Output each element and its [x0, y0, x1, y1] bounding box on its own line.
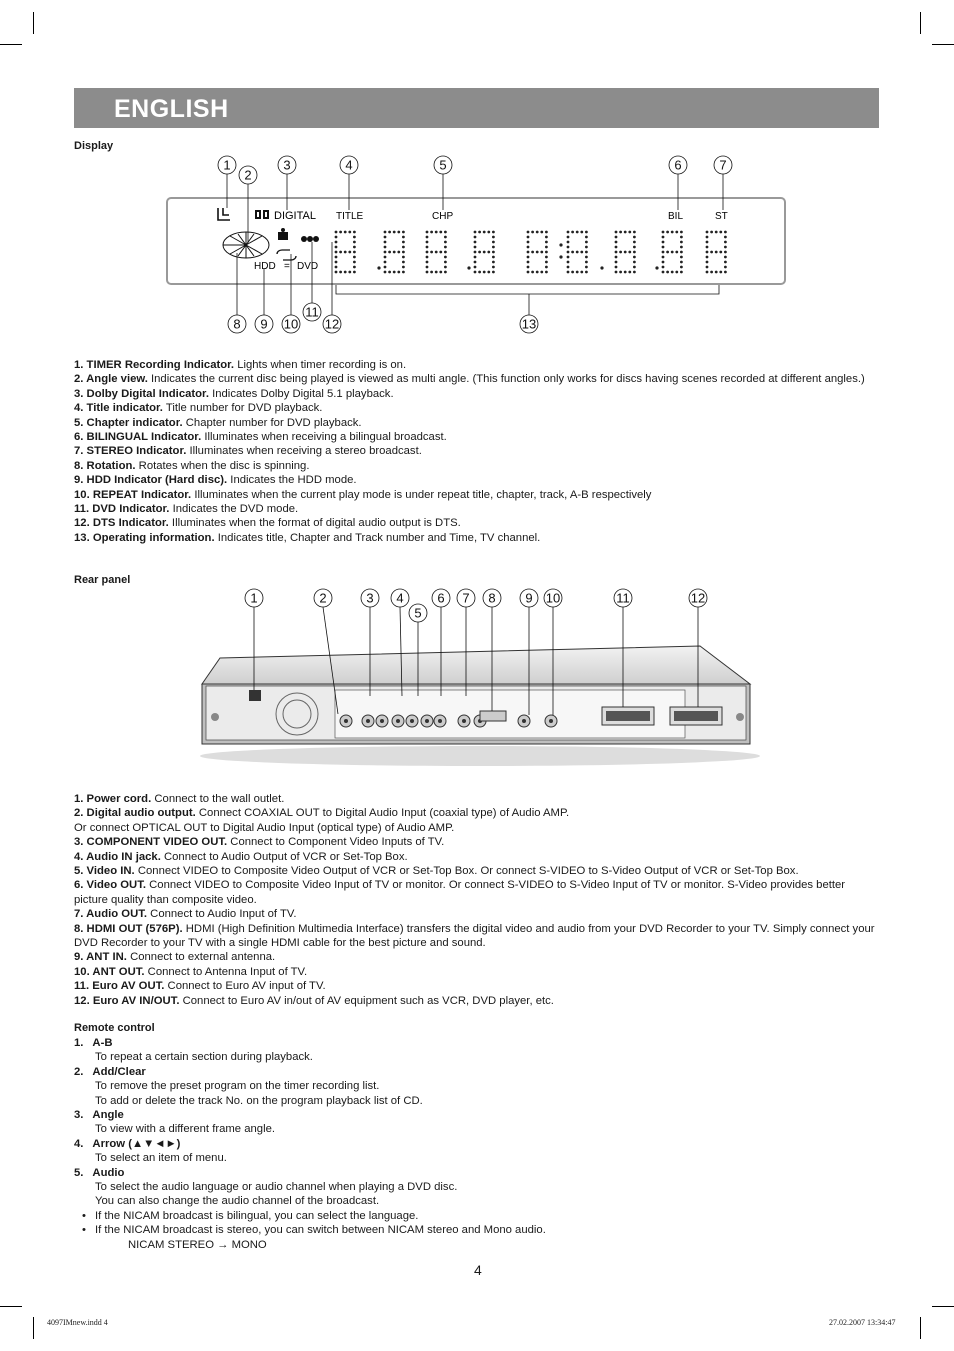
- remote-item-line: To view with a different frame angle.: [95, 1123, 276, 1136]
- remote-bullet: [74, 1209, 882, 1223]
- jack-icon: [421, 715, 433, 727]
- rear-item: [74, 950, 882, 964]
- rear-item: [74, 835, 882, 849]
- rear-panel-diagram: [190, 584, 770, 772]
- remote-item-name: 2. Add/Clear: [74, 1065, 146, 1078]
- crop-mark: [0, 44, 22, 45]
- remote-item-name: 5. Audio: [74, 1166, 125, 1179]
- rear-item-name: 10. ANT OUT.: [74, 965, 145, 978]
- rear-item-desc: Connect VIDEO to Composite Video Input of TV or monitor. Or connect S-VIDEO to S-Video Input of TV or monitor. S-Video provides better picture quality than composite video.: [74, 879, 846, 906]
- remote-control-list: [74, 1036, 882, 1252]
- colon-dot: [559, 243, 562, 246]
- rear-callout-label: 3: [366, 590, 374, 606]
- display-indicator-list: [74, 358, 882, 545]
- rear-item: [74, 806, 882, 820]
- display-item-desc: Rotates when the disc is spinning.: [135, 459, 310, 472]
- rear-item-desc: Connect to Euro AV in/out of AV equipment such as VCR, DVD player, etc.: [179, 994, 554, 1007]
- rear-item-name: 9. ANT IN.: [74, 951, 127, 964]
- remote-item-line: To add or delete the track No. on the program playback list of CD.: [95, 1094, 423, 1107]
- rear-callout-label: 12: [690, 590, 706, 606]
- hdmi-port: [480, 711, 506, 721]
- remote-item-name: 1. A-B: [74, 1037, 113, 1049]
- rear-item: [74, 907, 882, 921]
- jack-icon: [545, 715, 557, 727]
- operating-bracket: [336, 285, 719, 294]
- decimal-dot: [377, 266, 380, 269]
- rear-section-title: Rear panel: [74, 574, 131, 586]
- rear-callout-label: 1: [250, 590, 258, 606]
- decimal-dot: [467, 266, 470, 269]
- colon-dot: [559, 255, 562, 258]
- jack-icon: [518, 715, 530, 727]
- rear-item-desc: Connect to external antenna.: [126, 951, 276, 964]
- remote-final-line: NICAM STEREO → MONO: [128, 1238, 267, 1251]
- dvd-label: DVD: [297, 261, 319, 272]
- display-item-name: 7. STEREO Indicator.: [74, 445, 187, 458]
- crop-mark: [932, 1306, 954, 1307]
- rear-item-name: 8. HDMI OUT (576P).: [74, 922, 183, 935]
- rear-item: [74, 792, 882, 806]
- display-item-desc: Chapter number for DVD playback.: [182, 416, 362, 429]
- remote-item-name: 4. Arrow (▲▼◄►): [74, 1137, 181, 1150]
- display-item-desc: Indicates the current disc being played is viewed as multi angle. (This function only works for discs having scenes recorded at different angles.): [147, 373, 865, 386]
- display-item-desc: Illuminates when receiving a bilingual broadcast.: [201, 431, 447, 444]
- rear-callout-label: 8: [488, 590, 496, 606]
- crop-mark: [920, 1317, 921, 1339]
- display-item: [74, 516, 882, 530]
- bullet-icon: •: [82, 1224, 86, 1237]
- rear-panel-list: [74, 792, 882, 1008]
- rear-item-name: 5. Video IN.: [74, 865, 135, 878]
- remote-item-line: To repeat a certain section during playback.: [95, 1051, 313, 1064]
- rear-item-name: 6. Video OUT.: [74, 879, 146, 892]
- display-item-name: 9. HDD Indicator (Hard disc).: [74, 474, 228, 487]
- page-number: 4: [474, 1262, 482, 1278]
- jack-icon: [362, 715, 374, 727]
- header-title: ENGLISH: [114, 95, 229, 123]
- display-item-desc: Indicates title, Chapter and Track number and Time, TV channel.: [214, 531, 541, 544]
- hdd-dvd-equals: =: [284, 261, 290, 272]
- display-item-name: 3. Dolby Digital Indicator.: [74, 387, 209, 400]
- bullet-icon: •: [82, 1209, 86, 1222]
- decimal-dot: [655, 266, 658, 269]
- display-item-name: 6. BILINGUAL Indicator.: [74, 431, 202, 444]
- scart-in-out: [670, 707, 722, 725]
- jack-icon: [340, 715, 352, 727]
- rear-item-desc: Or connect OPTICAL OUT to Digital Audio Input (optical type) of Audio AMP.: [74, 821, 455, 834]
- rear-item-name: 1. Power cord.: [74, 793, 152, 805]
- rear-item-name: 3. COMPONENT VIDEO OUT.: [74, 836, 228, 849]
- display-item: [74, 502, 882, 516]
- rear-item-desc: Connect to Euro AV input of TV.: [164, 980, 326, 993]
- display-item: [74, 444, 882, 458]
- display-item: [74, 459, 882, 473]
- jack-icon: [392, 715, 404, 727]
- display-callout-label: 5: [439, 157, 447, 173]
- rear-item-desc: Connect to Component Video Inputs of TV.: [227, 836, 445, 849]
- remote-item-name: 3. Angle: [74, 1109, 124, 1122]
- remote-bullet-text: If the NICAM broadcast is stereo, you can switch between NICAM stereo and Mono audio.: [95, 1224, 546, 1237]
- crop-mark: [33, 12, 34, 34]
- chp-label: CHP: [432, 211, 454, 222]
- display-callout-label: 11: [305, 304, 319, 320]
- rear-item-desc: Connect to Antenna Input of TV.: [144, 965, 308, 978]
- display-item: [74, 387, 882, 401]
- rear-item-desc: Connect to Audio Input of TV.: [147, 908, 297, 921]
- decimal-dot: [600, 266, 603, 269]
- display-item-desc: Title number for DVD playback.: [162, 402, 323, 415]
- jack-icon: [434, 715, 446, 727]
- display-item-name: 4. Title indicator.: [74, 402, 163, 415]
- display-item-desc: Illuminates when receiving a stereo broadcast.: [186, 445, 422, 458]
- crop-mark: [0, 1306, 22, 1307]
- scart-out: [602, 707, 654, 725]
- display-callout-label: 3: [283, 157, 291, 173]
- display-callout-label: 13: [521, 316, 537, 332]
- rear-item-name: 4. Audio IN jack.: [74, 850, 161, 863]
- rear-item: [74, 864, 882, 878]
- rear-item-desc: Connect to the wall outlet.: [151, 793, 285, 805]
- remote-item-line: To select the audio language or audio channel when playing a DVD disc.: [95, 1181, 458, 1194]
- crop-mark: [920, 12, 921, 34]
- display-item: [74, 416, 882, 430]
- display-item-desc: Lights when timer recording is on.: [234, 359, 407, 371]
- remote-item-line: To remove the preset program on the timer recording list.: [95, 1080, 380, 1093]
- display-callout-label: 6: [674, 157, 682, 173]
- rear-item: [74, 850, 882, 864]
- display-item-name: 2. Angle view.: [74, 373, 148, 386]
- display-item-name: 8. Rotation.: [74, 459, 136, 472]
- rear-callout-label: 7: [462, 590, 470, 606]
- display-item: [74, 473, 882, 487]
- display-item: [74, 372, 882, 386]
- rear-callout-label: 6: [437, 590, 445, 606]
- rear-item-name: 12. Euro AV IN/OUT.: [74, 994, 180, 1007]
- remote-item-line: To select an item of menu.: [95, 1152, 227, 1165]
- display-item-name: 5. Chapter indicator.: [74, 416, 183, 429]
- display-item-name: 11. DVD Indicator.: [74, 503, 170, 516]
- display-item-desc: Illuminates when the current play mode is under repeat title, chapter, track, A-B respectively: [191, 488, 652, 501]
- display-item: [74, 531, 882, 545]
- rear-item-name: 11. Euro AV OUT.: [74, 980, 165, 993]
- display-item-desc: Indicates Dolby Digital 5.1 playback.: [208, 387, 394, 400]
- st-label: ST: [715, 211, 728, 222]
- display-callout-label: 1: [223, 157, 231, 173]
- rear-item-desc: Connect VIDEO to Composite Video Output of VCR or Set-Top Box. Or connect S-VIDEO to S-Video Output of VCR or Set-Top Box.: [134, 865, 799, 878]
- rear-callout-label: 4: [396, 590, 404, 606]
- jack-icon: [458, 715, 470, 727]
- hdd-label: HDD: [254, 261, 276, 272]
- display-item-desc: Indicates the HDD mode.: [227, 474, 357, 487]
- rear-item-desc: HDMI (High Definition Multimedia Interface) transfers the digital video and audio from your DVD Recorder to your TV. Simply connect your DVD Recorder to your TV with a single HDMI cable for the best picture and sound.: [74, 922, 875, 950]
- remote-item-line: You can also change the audio channel of the broadcast.: [95, 1195, 380, 1208]
- display-callout-label: 2: [244, 167, 252, 183]
- dts-icon: [301, 236, 319, 242]
- display-item: [74, 430, 882, 444]
- display-callout-label: 8: [233, 316, 241, 332]
- display-item-desc: Illuminates when the format of digital audio output is DTS.: [168, 517, 461, 530]
- display-callout-label: 4: [345, 157, 353, 173]
- display-callout-label: 10: [283, 316, 299, 332]
- rear-item: [74, 994, 882, 1008]
- rear-item-name: 7. Audio OUT.: [74, 908, 148, 921]
- rear-item: [74, 965, 882, 979]
- remote-section-title: Remote control: [74, 1022, 155, 1034]
- display-callout-label: 9: [260, 316, 268, 332]
- rear-item-desc: Connect to Audio Output of VCR or Set-Top Box.: [160, 850, 408, 863]
- display-section-title: Display: [74, 140, 114, 152]
- title-label: TITLE: [336, 211, 364, 222]
- display-callout-label: 7: [719, 157, 727, 173]
- display-callout-label: 12: [324, 316, 340, 332]
- display-item-desc: Indicates the DVD mode.: [169, 503, 299, 516]
- jack-icon: [406, 715, 418, 727]
- footer-file: 4097IMnew.indd 4: [47, 1318, 108, 1327]
- display-item-name: 13. Operating information.: [74, 531, 215, 544]
- display-item: [74, 488, 882, 502]
- rear-item: [74, 821, 882, 835]
- crop-mark: [33, 1317, 34, 1339]
- bil-label: BIL: [668, 211, 684, 222]
- display-item: [74, 358, 882, 372]
- display-item-name: 12. DTS Indicator.: [74, 517, 169, 530]
- remote-bullet: [74, 1223, 882, 1237]
- rear-callout-label: 5: [414, 605, 422, 621]
- rear-callout-label: 11: [616, 590, 630, 606]
- digital-label: DIGITAL: [274, 210, 316, 222]
- rear-item: [74, 922, 882, 951]
- display-diagram: [160, 148, 800, 343]
- display-item-name: 1. TIMER Recording Indicator.: [74, 359, 235, 371]
- rear-callout-label: 2: [319, 590, 327, 606]
- jack-icon: [376, 715, 388, 727]
- crop-mark: [932, 44, 954, 45]
- rear-item: [74, 979, 882, 993]
- rear-item-desc: Connect COAXIAL OUT to Digital Audio Input (coaxial type) of Audio AMP.: [195, 807, 570, 820]
- display-item: [74, 401, 882, 415]
- remote-bullet-text: If the NICAM broadcast is bilingual, you can select the language.: [95, 1209, 419, 1222]
- rear-item: [74, 878, 882, 907]
- rear-callout-label: 9: [525, 590, 533, 606]
- power-cord-socket: [249, 690, 261, 701]
- rear-item-name: 2. Digital audio output.: [74, 807, 196, 820]
- display-callout: [520, 294, 538, 333]
- footer-date: 27.02.2007 13:34:47: [829, 1318, 896, 1327]
- display-item-name: 10. REPEAT Indicator.: [74, 488, 192, 501]
- rear-callout-label: 10: [545, 590, 561, 606]
- language-header: [74, 88, 879, 128]
